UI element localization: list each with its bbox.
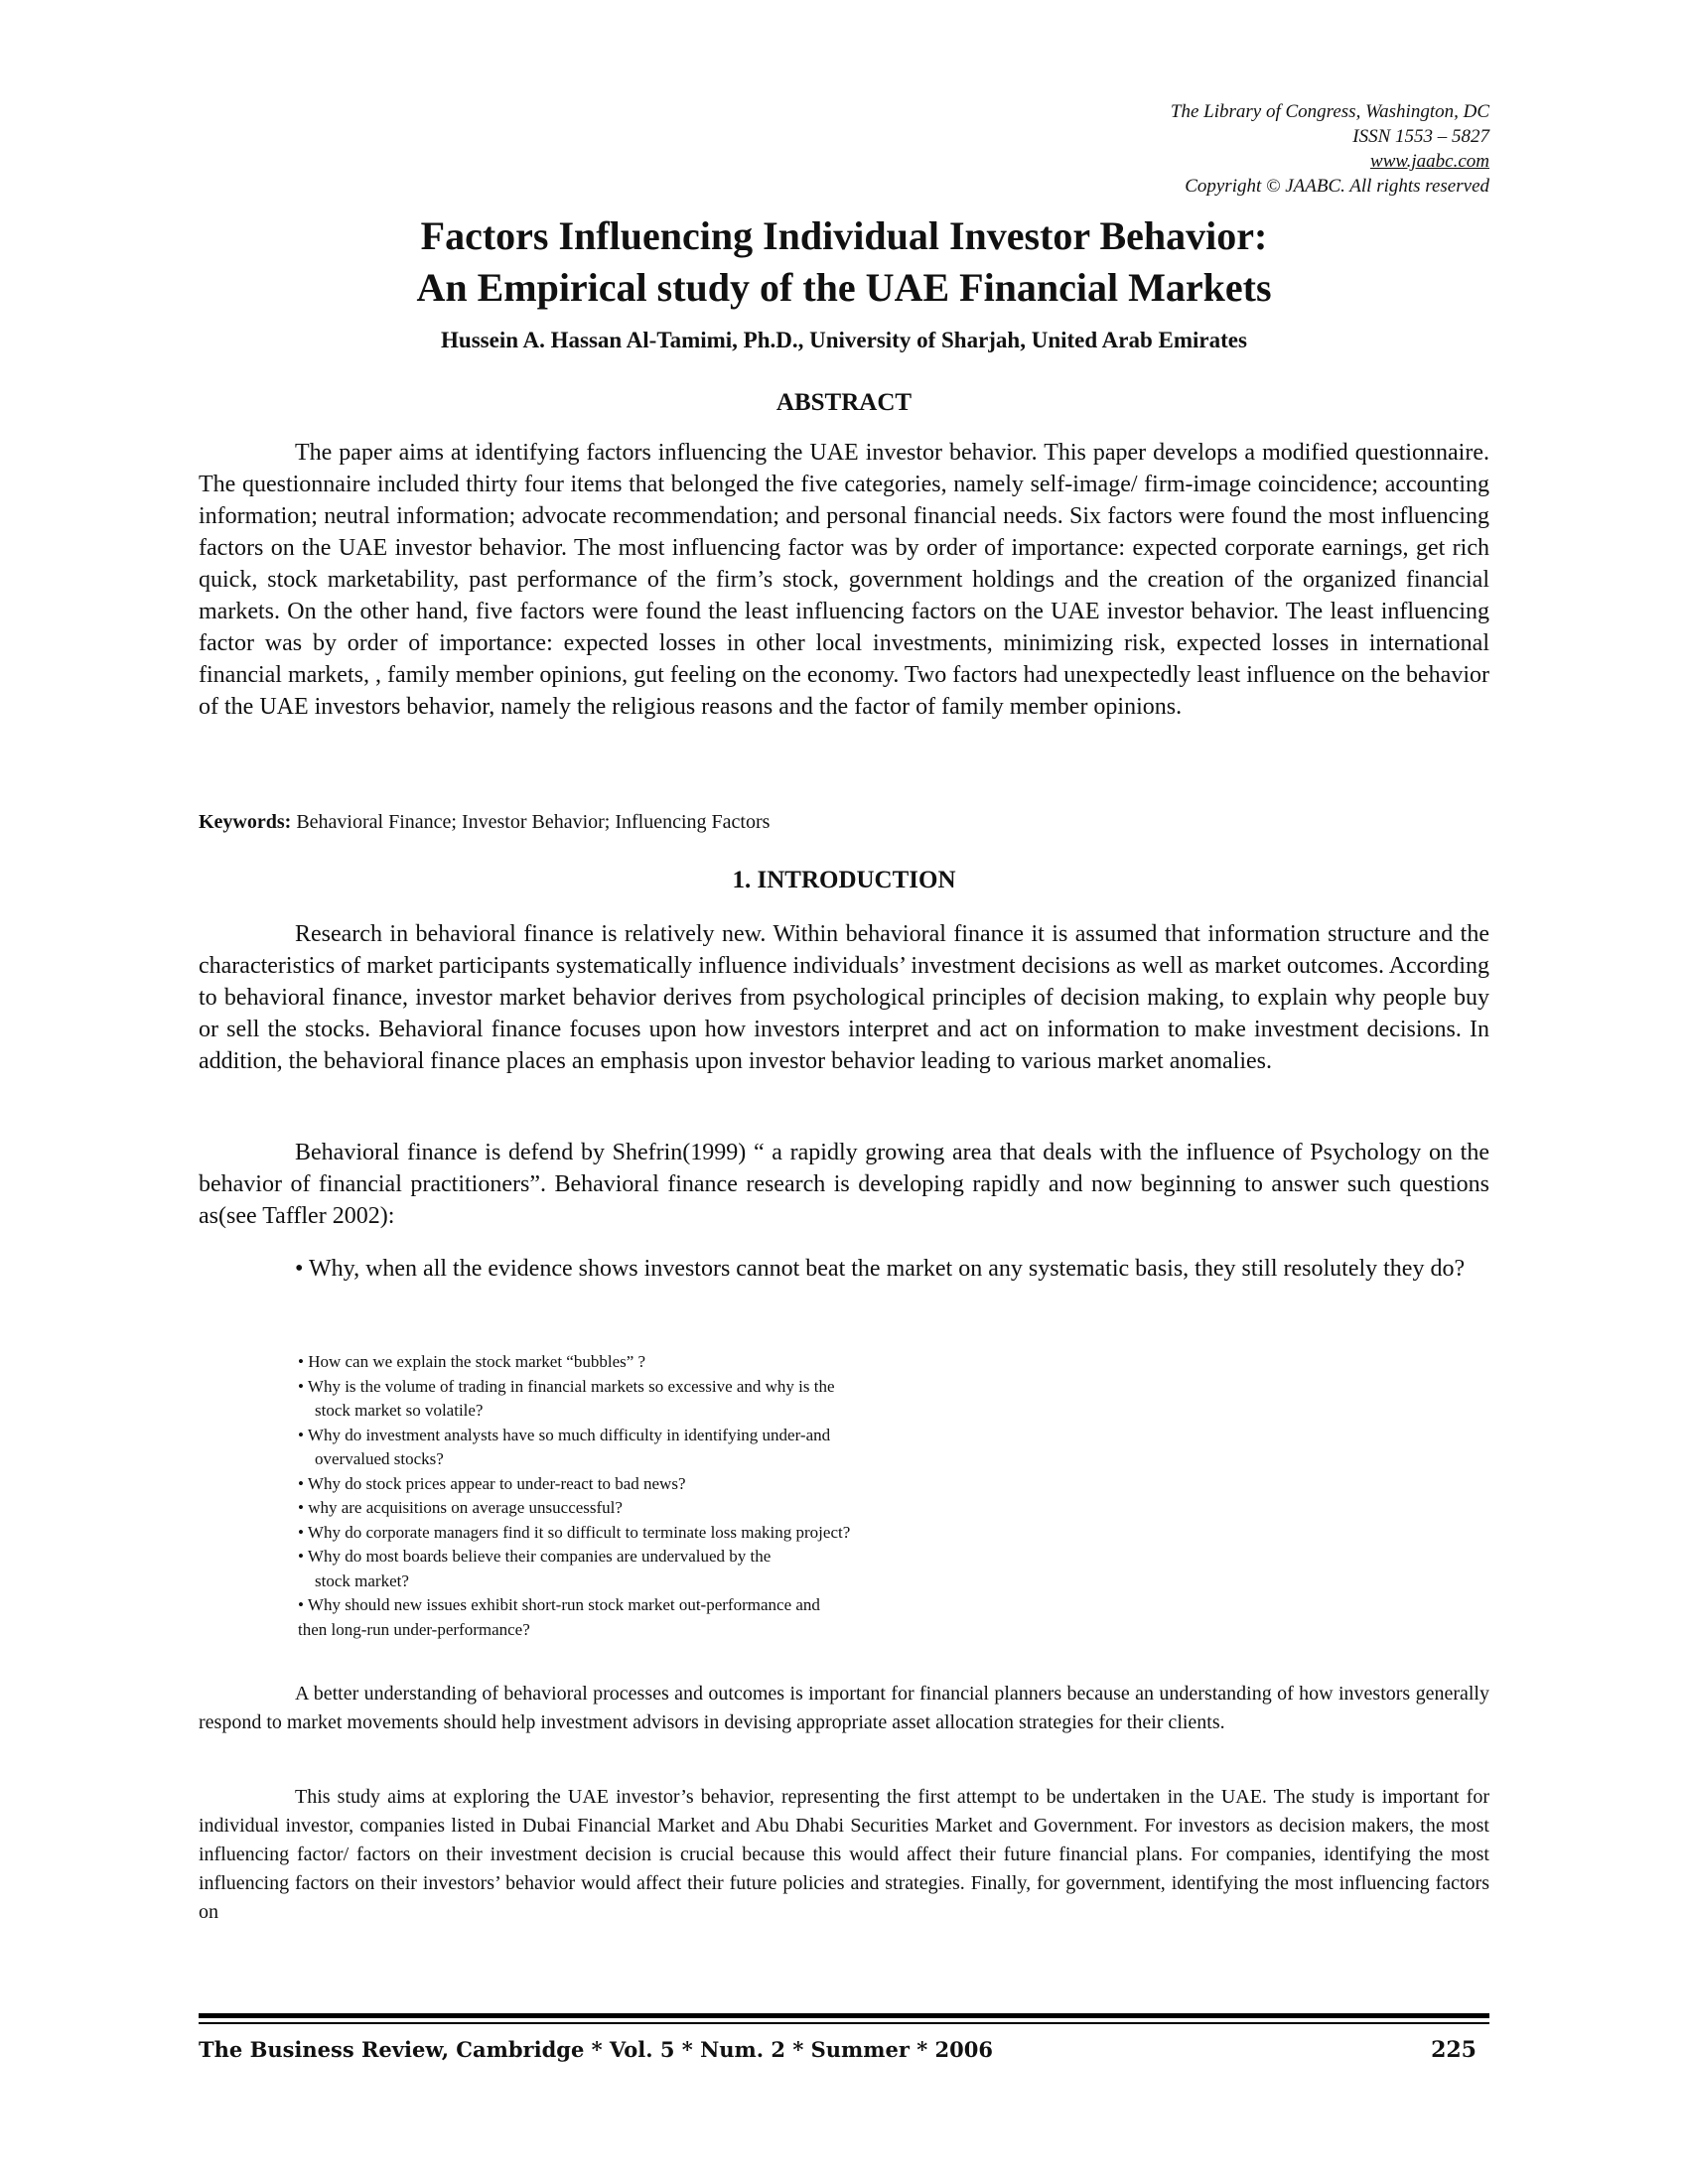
footer-rule [199,2013,1489,2018]
keywords [199,811,770,834]
introduction-heading: 1. INTRODUCTION [732,867,956,893]
list-item: • Why do investment analysts have so much difficulty in identifying under-and overvalued stocks? [298,1425,831,1468]
intro-paragraph-4: A better understanding of behavioral processes and outcomes is important for financial planners because an understanding of how investors generally respond to market movements should help investment advisors in devising appropriate asset allocation strategies for their clients. [199,1683,1489,1733]
keywords-label: Keywords: [199,811,292,833]
list-item: • Why do corporate managers find it so difficult to terminate loss making project? [298,1522,851,1542]
footer-rule-thin [199,2022,1489,2024]
abstract-text: The paper aims at identifying factors influencing the UAE investor behavior. This paper develops a modified questionnaire. The questionnaire included thirty four items that belonged the five categories, namely self-image/ firm-image coincidence; accounting information; neutral information; advocate recommendation; and personal financial needs. Six factors were found the most influencing factors on the UAE investor behavior. The most influencing factor was by order of importance: expected corporate earnings, get rich quick, stock marketability, past performance of the firm’s stock, government holdings and the creation of the organized financial markets. On the other hand, five factors were found the least influencing factors on the UAE investor behavior. The least influencing factor was by order of importance: expected losses in other local investments, minimizing risk, expected losses in international financial markets, , family member opinions, gut feeling on the economy. Two factors had unexpectedly least influence on the behavior of the UAE investors behavior, namely the religious reasons and the factor of family member opinions. [199,440,1489,720]
paper-title [0,210,1688,314]
copyright-line: Copyright © JAABC. All rights reserved [1185,176,1489,197]
library-info [1171,99,1489,199]
page-number: 225 [1431,2037,1477,2063]
author-line: Hussein A. Hassan Al-Tamimi, Ph.D., University of Sharjah, United Arab Emirates [441,328,1247,352]
title-line-2: An Empirical study of the UAE Financial Markets [416,265,1272,310]
footer-journal: The Business Review, Cambridge * Vol. 5 * Num. 2 * Summer * 2006 [199,2037,993,2062]
issn-line: ISSN 1553 – 5827 [1352,126,1489,147]
list-item: then long-run under-performance? [298,1619,530,1639]
list-item: • Why should new issues exhibit short-run stock market out-performance and [298,1595,820,1614]
list-item: • why are acquisitions on average unsuccessful? [298,1498,623,1517]
abstract-heading: ABSTRACT [775,389,913,416]
intro-paragraph-2: Behavioral finance is defend by Shefrin(1999) “ a rapidly growing area that deals with the influence of Psychology on the behavior of financial practitioners”. Behavioral finance research is developing rapidly and now beginning to answer such questions as(see Taffler 2002): [199,1140,1489,1229]
intro-paragraph-5: This study aims at exploring the UAE investor’s behavior, representing the first attempt to be undertaken in the UAE. The study is important for individual investor, companies listed in Dubai Financial Market and Abu Dhabi Securities Market and Government. For investors as decision makers, the most influencing factor/ factors on their investment decision is crucial because this would affect their future financial plans. For companies, identifying the most influencing factors on their investors’ behavior would affect their future policies and strategies. Finally, for government, identifying the most influencing factors on [199,1786,1489,1923]
title-line-1: Factors Influencing Individual Investor Behavior: [420,213,1268,258]
website-link[interactable]: www.jaabc.com [1370,151,1489,172]
library-line: The Library of Congress, Washington, DC [1170,101,1489,122]
keywords-text: Behavioral Finance; Investor Behavior; Influencing Factors [291,811,771,833]
list-item: • Why is the volume of trading in financial markets so excessive and why is the stock market so volatile? [298,1376,835,1420]
list-item: • Why do most boards believe their companies are undervalued by the stock market? [298,1547,772,1590]
intro-paragraph-1: Research in behavioral finance is relatively new. Within behavioral finance it is assumed that information structure and the characteristics of market participants systematically influence individuals’ investment decisions as well as market outcomes. According to behavioral finance, investor market behavior derives from psychological principles of decision making, to explain why people buy or sell the stocks. Behavioral finance focuses upon how investors interpret and act on information to make investment decisions. In addition, the behavioral finance places an emphasis upon investor behavior leading to various market anomalies. [199,921,1489,1074]
list-item: • Why do stock prices appear to under-react to bad news? [298,1473,686,1493]
questions-list [298,1350,1092,1642]
intro-paragraph-3: • Why, when all the evidence shows investors cannot beat the market on any systematic basis, they still resolutely they do? [295,1256,1466,1282]
list-item: • How can we explain the stock market “bubbles” ? [298,1352,646,1371]
